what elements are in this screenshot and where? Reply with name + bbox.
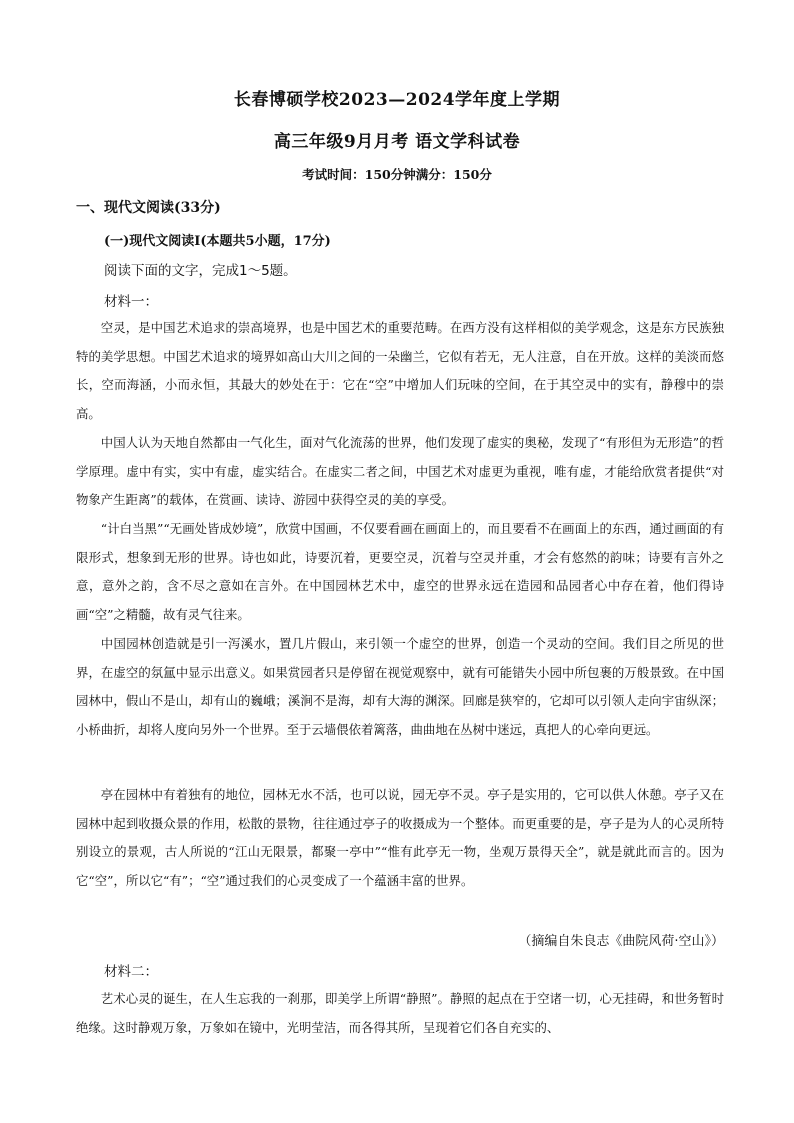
reading-instruction: 阅读下面的文字，完成1～5题。 — [104, 263, 297, 279]
exam-title: 高三年级9月月考 语文学科试卷 — [273, 132, 521, 152]
material-paragraph: 艺术心灵的诞生，在人生忘我的一刹那，即美学上所谓“静照”。静照的起点在于空诸一切，心无挂碍，和世务暂时绝缘。这时静观万象，万象如在镜中，光明莹洁，而各得其所，呈现着它们各自充实的、 — [76, 991, 724, 1035]
material-paragraph: “计白当黑”“无画处皆成妙境”，欣赏中国画，不仅要看画在画面上的，而且要看不在画面上的东西，通过画面的有限形式，想象到无形的世界。诗也如此，诗要沉着，更要空灵，沉着与空灵并重，才会有悠然的韵味；诗要有言外之意，意外之韵，含不尽之意如在言外。在中国园林艺术中，虚空的世界永远在造园和品园者心中存在着，他们得诗画“空”之精髓，故有灵气往来。 — [76, 521, 724, 622]
subsection-title: (一)现代文阅读Ⅰ(本题共5小题，17分) — [104, 234, 331, 249]
material-paragraph: 中国园林创造就是引一泻溪水，置几片假山，来引领一个虚空的世界，创造一个灵动的空间。我们目之所见的世界，在虚空的氛氲中显示出意义。如果赏园者只是停留在视觉观察中，就有可能错失小园中所包裹的万般景致。在中国园林中，假山不是山，却有山的巍峨；溪涧不是海，却有大海的渊深。回廊是狭窄的，它却可以引领人走向宇宙纵深；小桥曲折，却将人度向另外一个世界。至于云墙偎依着篱落，曲曲地在丛树中迷远，真把人的心牵向更远。 — [76, 636, 724, 737]
school-term-title: 长春博硕学校2023—2024学年度上学期 — [233, 90, 561, 110]
exam-meta: 考试时间：150分钟满分：150分 — [302, 167, 492, 182]
material-label: 材料二： — [104, 964, 158, 980]
section-title: 一、现代文阅读(33分) — [76, 200, 221, 216]
material-paragraph: 中国人认为天地自然都由一气化生，面对气化流荡的世界，他们发现了虚实的奥秘，发现了“有形但为无形造”的哲学原理。虚中有实，实中有虚，虚实结合。在虚实二者之间，中国艺术对虚更为重视，唯有虚，才能给欣赏者提供“对物象产生距离”的载体，在赏画、读诗、游园中获得空灵的美的享受。 — [76, 435, 724, 508]
source-citation: （摘编自朱良志《曲院风荷·空山》） — [518, 934, 724, 949]
material-paragraph: 亭在园林中有着独有的地位，园林无水不活，也可以说，园无亭不灵。亭子是实用的，它可以供人休憩。亭子又在园林中起到收摄众景的作用，松散的景物，往往通过亭子的收摄成为一个整体。而更重要的是，亭子是为人的心灵所特别设立的景观，古人所说的“江山无限景，都聚一亭中”“惟有此亭无一物，坐观万景得天全”，就是就此而言的。因为它“空”，所以它“有”；“空”通过我们的心灵变成了一个蕴涵丰富的世界。 — [76, 787, 724, 888]
material-paragraph: 空灵，是中国艺术追求的崇高境界，也是中国艺术的重要范畴。在西方没有这样相似的美学观念，这是东方民族独特的美学思想。中国艺术追求的境界如高山大川之间的一朵幽兰，它似有若无，无人注意，自在开放。这样的美淡而悠长，空而海涵，小而永恒，其最大的妙处在于：它在“空”中增加人们玩味的空间，在于其空灵中的实有，静穆中的崇高。 — [76, 320, 724, 421]
material-label: 材料一： — [104, 294, 158, 310]
